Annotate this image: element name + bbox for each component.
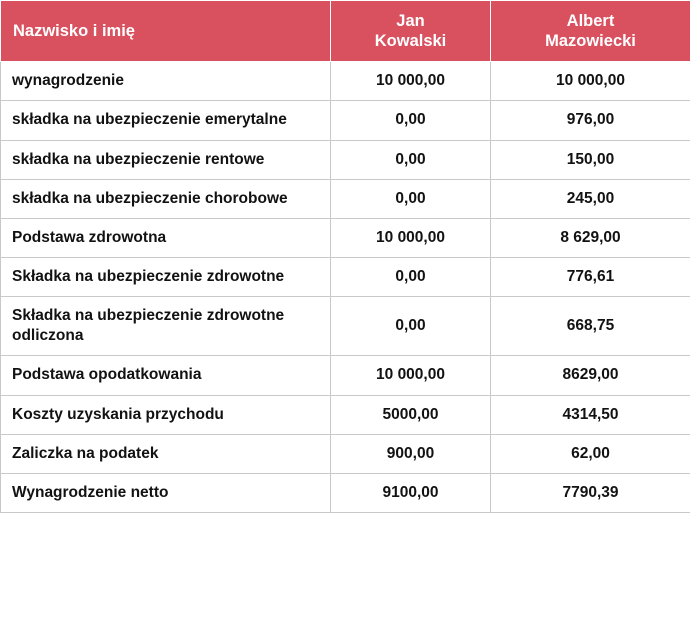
cell-person-1-value: 0,00 bbox=[331, 140, 491, 179]
row-label: Wynagrodzenie netto bbox=[1, 473, 331, 512]
table-row bbox=[1, 218, 690, 257]
table-row bbox=[1, 257, 690, 296]
row-label: składka na ubezpieczenie chorobowe bbox=[1, 179, 331, 218]
cell-person-1-value: 10 000,00 bbox=[331, 218, 491, 257]
cell-person-2-value: 8 629,00 bbox=[491, 218, 690, 257]
table-row bbox=[1, 297, 690, 356]
cell-person-2-value: 776,61 bbox=[491, 257, 690, 296]
cell-person-2-value: 62,00 bbox=[491, 434, 690, 473]
row-label: Podstawa zdrowotna bbox=[1, 218, 331, 257]
row-label: wynagrodzenie bbox=[1, 62, 331, 101]
column-header-person-1 bbox=[331, 1, 491, 62]
table-row bbox=[1, 179, 690, 218]
cell-person-1-value: 9100,00 bbox=[331, 473, 491, 512]
table-body bbox=[1, 62, 690, 513]
cell-person-2-value: 668,75 bbox=[491, 297, 690, 356]
table-row bbox=[1, 101, 690, 140]
table-row bbox=[1, 473, 690, 512]
cell-person-1-value: 10 000,00 bbox=[331, 356, 491, 395]
table-row bbox=[1, 356, 690, 395]
table-row bbox=[1, 434, 690, 473]
cell-person-2-value: 976,00 bbox=[491, 101, 690, 140]
table-row bbox=[1, 395, 690, 434]
cell-person-2-value: 245,00 bbox=[491, 179, 690, 218]
cell-person-1-value: 900,00 bbox=[331, 434, 491, 473]
table-header bbox=[1, 1, 690, 62]
table-row bbox=[1, 62, 690, 101]
cell-person-2-value: 8629,00 bbox=[491, 356, 690, 395]
row-label: Składka na ubezpieczenie zdrowotne bbox=[1, 257, 331, 296]
row-label: Koszty uzyskania przychodu bbox=[1, 395, 331, 434]
cell-person-1-value: 0,00 bbox=[331, 297, 491, 356]
cell-person-1-value: 5000,00 bbox=[331, 395, 491, 434]
table-row bbox=[1, 140, 690, 179]
row-label: Podstawa opodatkowania bbox=[1, 356, 331, 395]
cell-person-1-value: 0,00 bbox=[331, 101, 491, 140]
cell-person-2-value: 7790,39 bbox=[491, 473, 690, 512]
column-header-person-2 bbox=[491, 1, 690, 62]
row-label: składka na ubezpieczenie rentowe bbox=[1, 140, 331, 179]
cell-person-1-value: 10 000,00 bbox=[331, 62, 491, 101]
row-label: składka na ubezpieczenie emerytalne bbox=[1, 101, 331, 140]
column-header-person-2-first-name: Albert bbox=[566, 12, 615, 30]
cell-person-2-value: 10 000,00 bbox=[491, 62, 690, 101]
column-header-label: Nazwisko i imię bbox=[1, 1, 331, 62]
cell-person-1-value: 0,00 bbox=[331, 179, 491, 218]
column-header-person-1-first-name: Jan bbox=[396, 12, 425, 30]
row-label: Składka na ubezpieczenie zdrowotne odliczona bbox=[1, 297, 331, 356]
cell-person-1-value: 0,00 bbox=[331, 257, 491, 296]
column-header-person-2-last-name: Mazowiecki bbox=[545, 32, 636, 51]
table-header-row bbox=[1, 1, 690, 62]
column-header-person-1-last-name: Kowalski bbox=[374, 32, 447, 51]
cell-person-2-value: 150,00 bbox=[491, 140, 690, 179]
cell-person-2-value: 4314,50 bbox=[491, 395, 690, 434]
row-label: Zaliczka na podatek bbox=[1, 434, 331, 473]
